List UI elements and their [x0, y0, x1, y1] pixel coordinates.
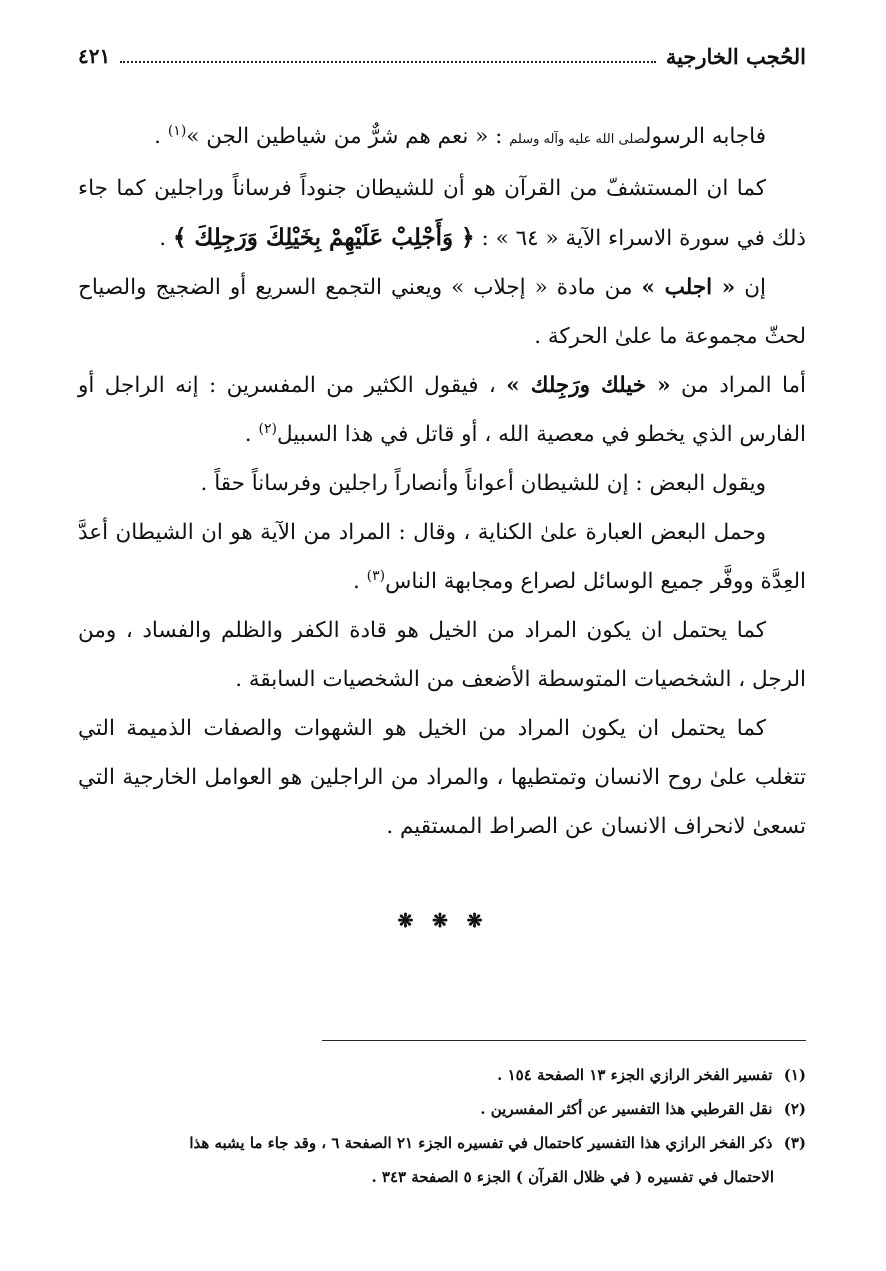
paragraph-6: وحمل البعض العبارة علىٰ الكناية ، وقال : المراد من الآية هو ان الشيطان أعدَّ العِدَّة ووفَّر جميع الوسائل لصراع ومجابهة الناس$^{(٣)}$ .: [78, 520, 806, 594]
dotted-leader: [120, 61, 656, 63]
footnote-2: (٢) نقل القرطبي هذا التفسير عن أكثر المفسرين .: [480, 1100, 806, 1118]
paragraph-2: كما ان المستشفّ من القرآن هو أن للشيطان جنوداً فرساناً وراجلين كما جاء ذلك في سورة الاسراء الآية « ٦٤ » : ﴿ وَأَجْلِبْ عَلَيْهِمْ بِخَيْلِكَ وَرَجِلِكَ ﴾ .: [78, 176, 806, 251]
footnote-1: (١) تفسير الفخر الرازي الجزء ١٣ الصفحة ١٥٤ .: [497, 1066, 806, 1084]
paragraph-7: كما يحتمل ان يكون المراد من الخيل هو قادة الكفر والظلم والفساد ، ومن الرجل ، الشخصيات المتوسطة الأضعف من الشخصيات السابقة .: [78, 618, 806, 692]
footnotes: [78, 1058, 806, 1194]
paragraph-1: فاجابه الرسولصلى الله عليه وآله وسلم : « نعم هم شرٌّ من شياطين الجن »$^{(١)}$ .: [154, 122, 766, 149]
footnote-3: (٣) ذكر الفخر الرازي هذا التفسير كاحتمال في تفسيره الجزء ٢١ الصفحة ٦ ، وقد جاء ما يشبه هذا: [189, 1134, 806, 1152]
footnote-ref-1: (١): [167, 122, 187, 139]
bold-term-khaylik: « خيلك ورَجِلك »: [506, 373, 671, 398]
footnote-ref-3: (٣): [366, 567, 386, 584]
footnote-ref-2: (٢): [258, 420, 277, 437]
bold-term-ajlib: « اجلب »: [641, 275, 736, 300]
running-header: [78, 36, 806, 76]
quran-verse: ﴿ وَأَجْلِبْ عَلَيْهِمْ بِخَيْلِكَ وَرَجِلِكَ ﴾: [172, 224, 475, 251]
footnote-rule: [322, 1040, 806, 1041]
honorific-ligature: صلى الله عليه وآله وسلم: [509, 132, 645, 147]
page-number: ٤٢١: [78, 44, 111, 68]
paragraph-3: إن « اجلب » من مادة « إجلاب » ويعني التجمع السريع أو الضجيج والصياح لحثّ مجموعة ما علىٰ الحركة .: [78, 275, 806, 349]
footnote-3-continuation: الاحتمال في تفسيره ( في ظلال القرآن ) الجزء ٥ الصفحة ٣٤٣ .: [371, 1168, 774, 1186]
body-text: [78, 112, 806, 851]
paragraph-8: كما يحتمل ان يكون المراد من الخيل هو الشهوات والصفات الذميمة التي تتغلب علىٰ روح الانسان وتمتطيها ، والمراد من الراجلين هو العوامل الخارجية التي تسعىٰ لانحراف الانسان عن الصراط المستقيم .: [78, 716, 806, 839]
paragraph-4: أما المراد من « خيلك ورَجِلك » ، فيقول الكثير من المفسرين : إنه الراجل أو الفارس الذي يخطو في معصية الله ، أو قاتل في هذا السبيل$^{(٢)}$ .: [78, 373, 807, 447]
running-title: الحُجب الخارجية: [665, 43, 806, 69]
paragraph-5: ويقول البعض : إن للشيطان أعواناً وأنصاراً راجلين وفرساناً حقاً .: [200, 471, 766, 496]
section-separator: ❋ ❋ ❋: [397, 910, 489, 932]
